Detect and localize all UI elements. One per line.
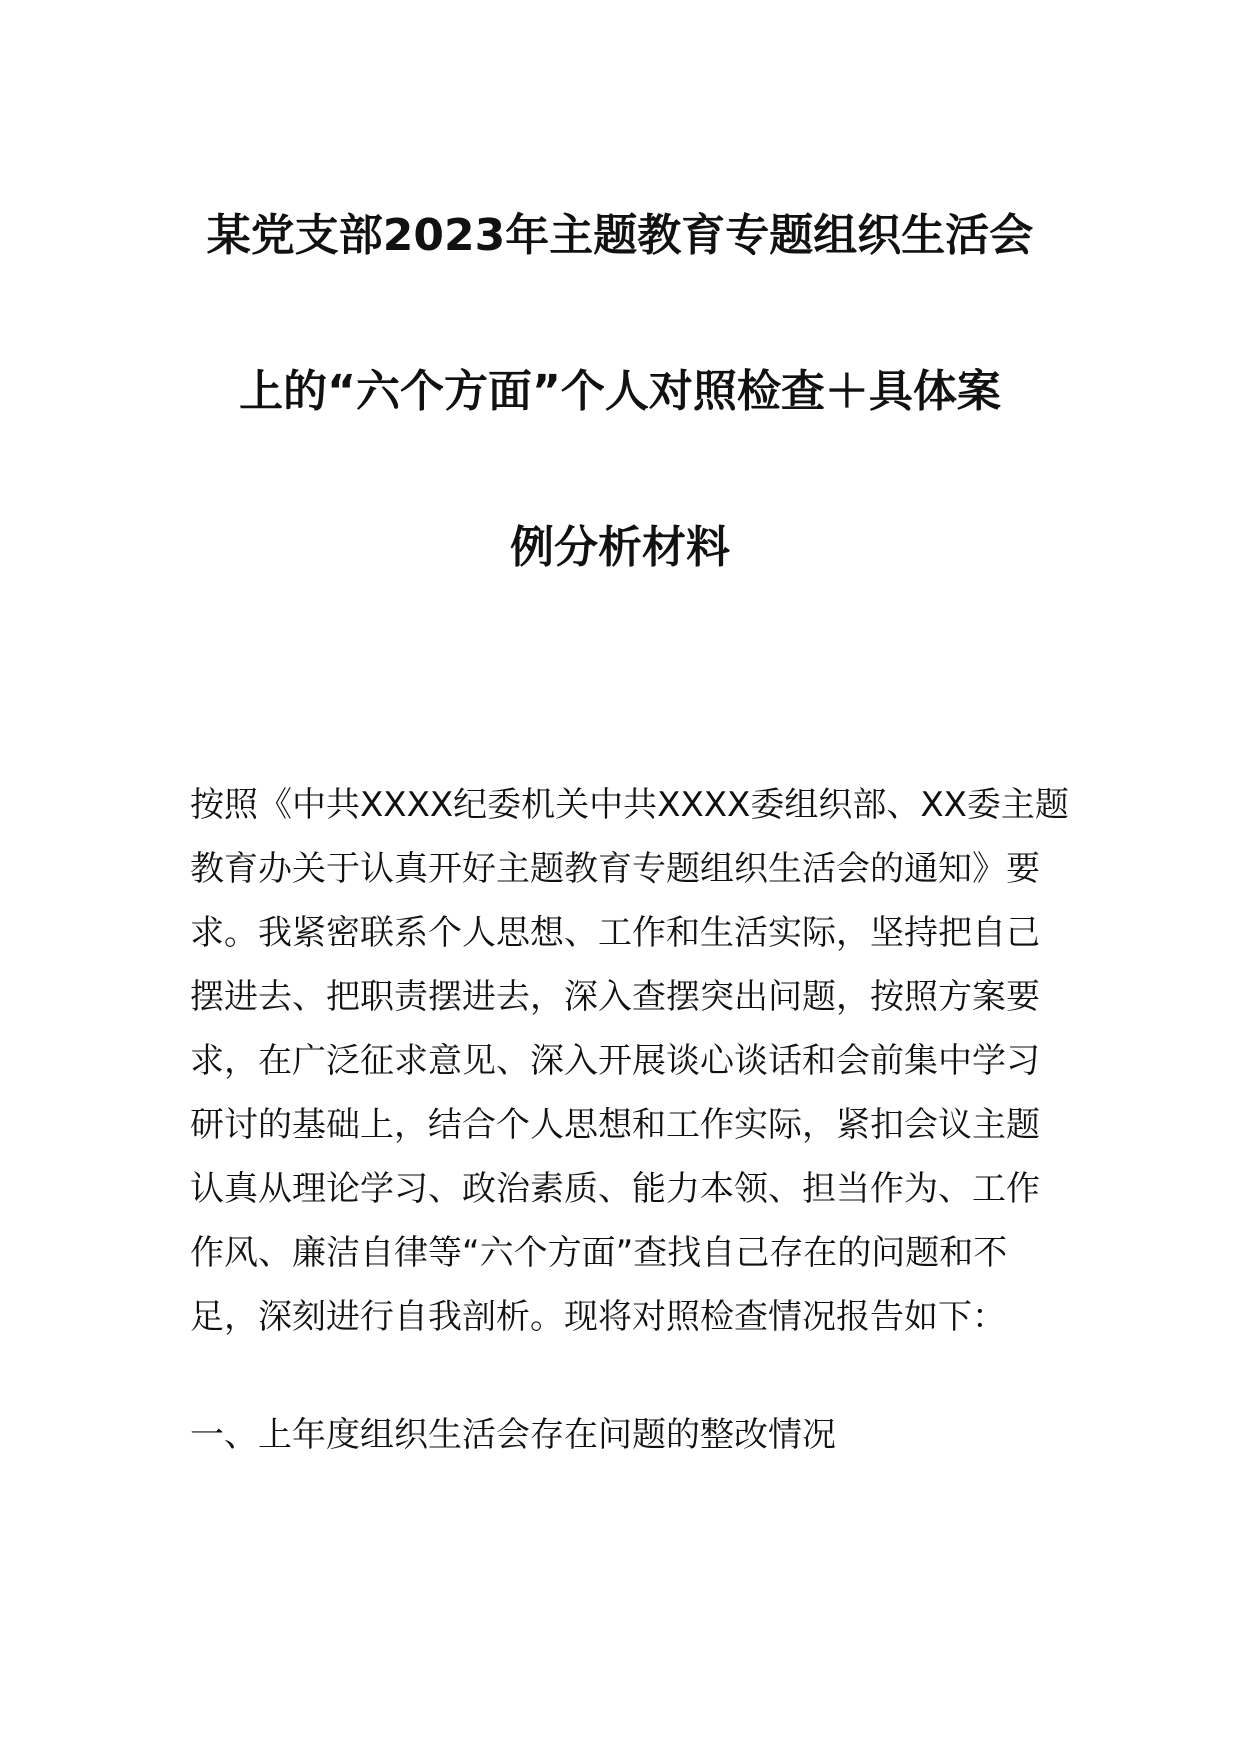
intro-line: 求，在广泛征求意见、深入开展谈心谈话和会前集中学习 [190, 1041, 1040, 1081]
intro-line: 作风、廉洁自律等“六个方面”查找自己存在的问题和不 [190, 1233, 1008, 1273]
document-title-line-3: 例分析材料 [510, 522, 730, 573]
intro-line: 求。我紧密联系个人思想、工作和生活实际，坚持把自己 [190, 913, 1040, 953]
intro-line: 教育办关于认真开好主题教育专题组织生活会的通知》要 [190, 849, 1040, 889]
intro-line: 足，深刻进行自我剖析。现将对照检查情况报告如下： [190, 1297, 1006, 1337]
document-title-line-2: 上的“六个方面”个人对照检查＋具体案 [239, 366, 1001, 417]
document-title-line-1: 某党支部2023年主题教育专题组织生活会 [206, 210, 1034, 261]
intro-line: 摆进去、把职责摆进去，深入查摆突出问题，按照方案要 [190, 977, 1040, 1017]
intro-line: 认真从理论学习、政治素质、能力本领、担当作为、工作 [190, 1169, 1040, 1209]
intro-line: 研讨的基础上，结合个人思想和工作实际，紧扣会议主题 [190, 1105, 1040, 1145]
intro-line: 按照《中共XXXX纪委机关中共XXXX委组织部、XX委主题 [190, 785, 1069, 825]
section-heading-1: 一、上年度组织生活会存在问题的整改情况 [190, 1415, 836, 1455]
